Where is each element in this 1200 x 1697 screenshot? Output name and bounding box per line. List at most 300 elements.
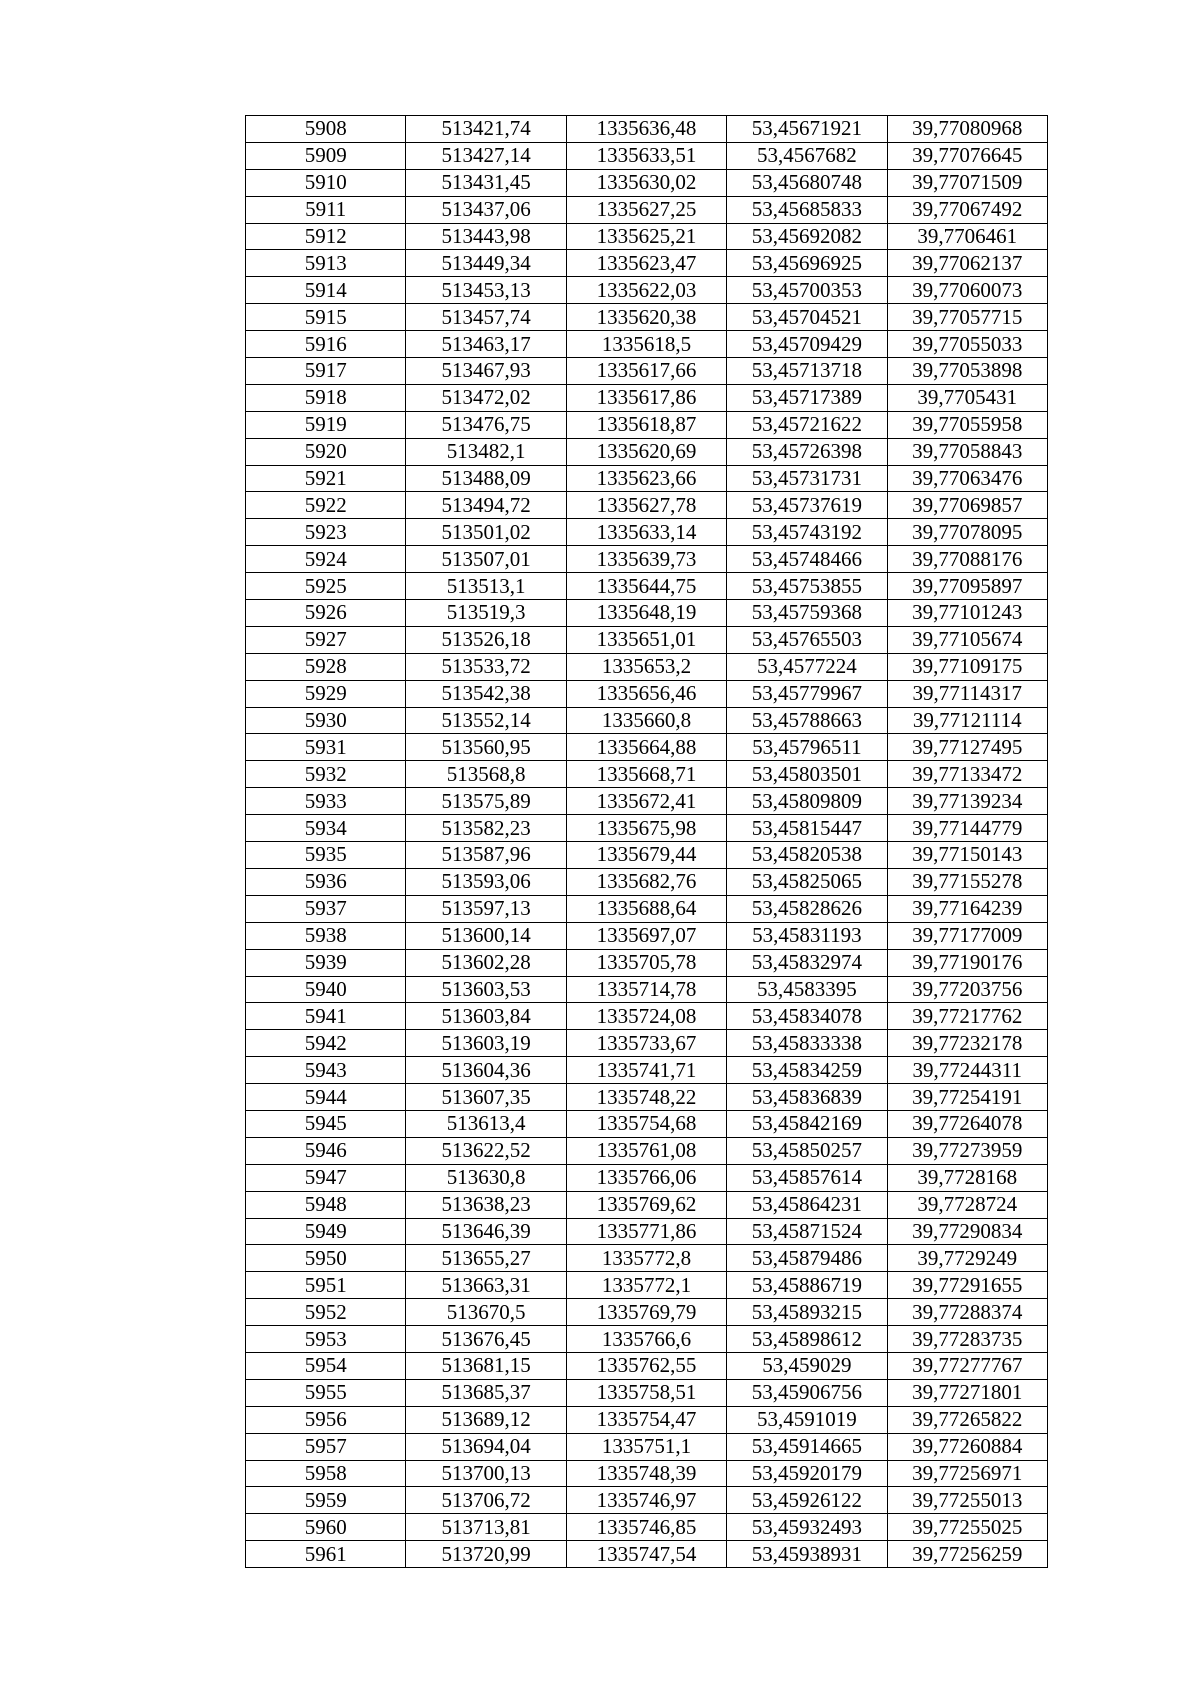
longitude-cell: 39,77164239 [887,895,1047,922]
point-number-cell: 5945 [246,1110,406,1137]
latitude-cell: 53,45696925 [727,250,887,277]
longitude-cell: 39,77055958 [887,411,1047,438]
point-number-cell: 5913 [246,250,406,277]
y-coordinate-cell: 1335705,78 [566,949,726,976]
latitude-cell: 53,45700353 [727,277,887,304]
longitude-cell: 39,77105674 [887,626,1047,653]
table-row [246,304,1048,331]
y-coordinate-cell: 1335748,22 [566,1084,726,1111]
x-coordinate-cell: 513449,34 [406,250,566,277]
x-coordinate-cell: 513463,17 [406,331,566,358]
x-coordinate-cell: 513431,45 [406,169,566,196]
x-coordinate-cell: 513603,53 [406,976,566,1003]
point-number-cell: 5914 [246,277,406,304]
latitude-cell: 53,45828626 [727,895,887,922]
point-number-cell: 5927 [246,626,406,653]
longitude-cell: 39,77101243 [887,600,1047,627]
table-row [246,1030,1048,1057]
point-number-cell: 5954 [246,1352,406,1379]
x-coordinate-cell: 513720,99 [406,1541,566,1568]
x-coordinate-cell: 513519,3 [406,600,566,627]
table-row [246,1299,1048,1326]
longitude-cell: 39,77080968 [887,116,1047,143]
point-number-cell: 5928 [246,653,406,680]
longitude-cell: 39,77062137 [887,250,1047,277]
latitude-cell: 53,45834259 [727,1057,887,1084]
latitude-cell: 53,45726398 [727,438,887,465]
table-row [246,734,1048,761]
x-coordinate-cell: 513604,36 [406,1057,566,1084]
y-coordinate-cell: 1335668,71 [566,761,726,788]
x-coordinate-cell: 513655,27 [406,1245,566,1272]
latitude-cell: 53,45713718 [727,358,887,385]
longitude-cell: 39,77144779 [887,815,1047,842]
longitude-cell: 39,77290834 [887,1218,1047,1245]
table-row [246,1191,1048,1218]
x-coordinate-cell: 513681,15 [406,1352,566,1379]
y-coordinate-cell: 1335618,5 [566,331,726,358]
longitude-cell: 39,7729249 [887,1245,1047,1272]
y-coordinate-cell: 1335623,47 [566,250,726,277]
latitude-cell: 53,45704521 [727,304,887,331]
latitude-cell: 53,4567682 [727,142,887,169]
y-coordinate-cell: 1335714,78 [566,976,726,1003]
x-coordinate-cell: 513694,04 [406,1433,566,1460]
point-number-cell: 5919 [246,411,406,438]
latitude-cell: 53,45893215 [727,1299,887,1326]
longitude-cell: 39,77057715 [887,304,1047,331]
longitude-cell: 39,7706461 [887,223,1047,250]
point-number-cell: 5931 [246,734,406,761]
y-coordinate-cell: 1335762,55 [566,1352,726,1379]
longitude-cell: 39,77277767 [887,1352,1047,1379]
x-coordinate-cell: 513603,19 [406,1030,566,1057]
point-number-cell: 5953 [246,1326,406,1353]
x-coordinate-cell: 513646,39 [406,1218,566,1245]
latitude-cell: 53,45886719 [727,1272,887,1299]
y-coordinate-cell: 1335769,79 [566,1299,726,1326]
longitude-cell: 39,77255013 [887,1487,1047,1514]
table-row [246,546,1048,573]
x-coordinate-cell: 513603,84 [406,1003,566,1030]
y-coordinate-cell: 1335746,97 [566,1487,726,1514]
table-row [246,761,1048,788]
longitude-cell: 39,77076645 [887,142,1047,169]
latitude-cell: 53,45871524 [727,1218,887,1245]
point-number-cell: 5960 [246,1514,406,1541]
x-coordinate-cell: 513670,5 [406,1299,566,1326]
point-number-cell: 5938 [246,922,406,949]
x-coordinate-cell: 513593,06 [406,868,566,895]
longitude-cell: 39,77190176 [887,949,1047,976]
latitude-cell: 53,45731731 [727,465,887,492]
point-number-cell: 5933 [246,788,406,815]
y-coordinate-cell: 1335733,67 [566,1030,726,1057]
point-number-cell: 5949 [246,1218,406,1245]
longitude-cell: 39,77150143 [887,842,1047,869]
x-coordinate-cell: 513488,09 [406,465,566,492]
longitude-cell: 39,77254191 [887,1084,1047,1111]
y-coordinate-cell: 1335644,75 [566,573,726,600]
longitude-cell: 39,77260884 [887,1433,1047,1460]
longitude-cell: 39,77265822 [887,1406,1047,1433]
latitude-cell: 53,459029 [727,1352,887,1379]
point-number-cell: 5946 [246,1137,406,1164]
longitude-cell: 39,77217762 [887,1003,1047,1030]
point-number-cell: 5918 [246,384,406,411]
longitude-cell: 39,77177009 [887,922,1047,949]
table-row [246,169,1048,196]
table-row [246,1487,1048,1514]
latitude-cell: 53,45685833 [727,196,887,223]
point-number-cell: 5926 [246,600,406,627]
table-row [246,250,1048,277]
latitude-cell: 53,45796511 [727,734,887,761]
longitude-cell: 39,77078095 [887,519,1047,546]
point-number-cell: 5955 [246,1379,406,1406]
table-row [246,922,1048,949]
y-coordinate-cell: 1335630,02 [566,169,726,196]
point-number-cell: 5940 [246,976,406,1003]
table-row [246,868,1048,895]
table-row [246,1110,1048,1137]
y-coordinate-cell: 1335660,8 [566,707,726,734]
longitude-cell: 39,77060073 [887,277,1047,304]
table-row [246,707,1048,734]
point-number-cell: 5957 [246,1433,406,1460]
longitude-cell: 39,77203756 [887,976,1047,1003]
x-coordinate-cell: 513663,31 [406,1272,566,1299]
x-coordinate-cell: 513552,14 [406,707,566,734]
y-coordinate-cell: 1335627,25 [566,196,726,223]
point-number-cell: 5948 [246,1191,406,1218]
table-row [246,411,1048,438]
x-coordinate-cell: 513613,4 [406,1110,566,1137]
point-number-cell: 5908 [246,116,406,143]
y-coordinate-cell: 1335675,98 [566,815,726,842]
point-number-cell: 5950 [246,1245,406,1272]
longitude-cell: 39,7728724 [887,1191,1047,1218]
table-row [246,519,1048,546]
x-coordinate-cell: 513689,12 [406,1406,566,1433]
x-coordinate-cell: 513476,75 [406,411,566,438]
table-row [246,1406,1048,1433]
x-coordinate-cell: 513494,72 [406,492,566,519]
y-coordinate-cell: 1335751,1 [566,1433,726,1460]
latitude-cell: 53,45857614 [727,1164,887,1191]
table-row [246,1514,1048,1541]
latitude-cell: 53,45753855 [727,573,887,600]
longitude-cell: 39,77063476 [887,465,1047,492]
latitude-cell: 53,45788663 [727,707,887,734]
point-number-cell: 5924 [246,546,406,573]
point-number-cell: 5947 [246,1164,406,1191]
point-number-cell: 5958 [246,1460,406,1487]
table-row [246,492,1048,519]
point-number-cell: 5936 [246,868,406,895]
point-number-cell: 5942 [246,1030,406,1057]
longitude-cell: 39,7705431 [887,384,1047,411]
point-number-cell: 5909 [246,142,406,169]
table-row [246,653,1048,680]
table-row [246,1460,1048,1487]
y-coordinate-cell: 1335766,6 [566,1326,726,1353]
y-coordinate-cell: 1335633,51 [566,142,726,169]
table-row [246,438,1048,465]
y-coordinate-cell: 1335688,64 [566,895,726,922]
latitude-cell: 53,45926122 [727,1487,887,1514]
y-coordinate-cell: 1335772,8 [566,1245,726,1272]
x-coordinate-cell: 513457,74 [406,304,566,331]
x-coordinate-cell: 513526,18 [406,626,566,653]
latitude-cell: 53,45920179 [727,1460,887,1487]
x-coordinate-cell: 513542,38 [406,680,566,707]
point-number-cell: 5920 [246,438,406,465]
longitude-cell: 39,77271801 [887,1379,1047,1406]
latitude-cell: 53,45709429 [727,331,887,358]
latitude-cell: 53,45820538 [727,842,887,869]
y-coordinate-cell: 1335625,21 [566,223,726,250]
latitude-cell: 53,45914665 [727,1433,887,1460]
x-coordinate-cell: 513685,37 [406,1379,566,1406]
x-coordinate-cell: 513713,81 [406,1514,566,1541]
x-coordinate-cell: 513630,8 [406,1164,566,1191]
latitude-cell: 53,45932493 [727,1514,887,1541]
table-row [246,1352,1048,1379]
x-coordinate-cell: 513482,1 [406,438,566,465]
x-coordinate-cell: 513507,01 [406,546,566,573]
latitude-cell: 53,45879486 [727,1245,887,1272]
point-number-cell: 5932 [246,761,406,788]
table-row [246,1137,1048,1164]
point-number-cell: 5944 [246,1084,406,1111]
longitude-cell: 39,7728168 [887,1164,1047,1191]
latitude-cell: 53,45836839 [727,1084,887,1111]
table-row [246,573,1048,600]
x-coordinate-cell: 513533,72 [406,653,566,680]
table-row [246,116,1048,143]
x-coordinate-cell: 513501,02 [406,519,566,546]
longitude-cell: 39,77273959 [887,1137,1047,1164]
x-coordinate-cell: 513597,13 [406,895,566,922]
latitude-cell: 53,4583395 [727,976,887,1003]
latitude-cell: 53,45692082 [727,223,887,250]
longitude-cell: 39,77121114 [887,707,1047,734]
point-number-cell: 5959 [246,1487,406,1514]
latitude-cell: 53,45833338 [727,1030,887,1057]
point-number-cell: 5922 [246,492,406,519]
table-row [246,1433,1048,1460]
y-coordinate-cell: 1335633,14 [566,519,726,546]
x-coordinate-cell: 513587,96 [406,842,566,869]
longitude-cell: 39,77067492 [887,196,1047,223]
latitude-cell: 53,45842169 [727,1110,887,1137]
y-coordinate-cell: 1335672,41 [566,788,726,815]
latitude-cell: 53,45825065 [727,868,887,895]
point-number-cell: 5935 [246,842,406,869]
y-coordinate-cell: 1335741,71 [566,1057,726,1084]
x-coordinate-cell: 513706,72 [406,1487,566,1514]
table-row [246,1272,1048,1299]
table-row [246,1245,1048,1272]
y-coordinate-cell: 1335627,78 [566,492,726,519]
point-number-cell: 5917 [246,358,406,385]
table-row [246,976,1048,1003]
y-coordinate-cell: 1335747,54 [566,1541,726,1568]
longitude-cell: 39,77095897 [887,573,1047,600]
x-coordinate-cell: 513602,28 [406,949,566,976]
y-coordinate-cell: 1335758,51 [566,1379,726,1406]
y-coordinate-cell: 1335724,08 [566,1003,726,1030]
table-row [246,1164,1048,1191]
y-coordinate-cell: 1335682,76 [566,868,726,895]
point-number-cell: 5915 [246,304,406,331]
x-coordinate-cell: 513568,8 [406,761,566,788]
y-coordinate-cell: 1335656,46 [566,680,726,707]
y-coordinate-cell: 1335769,62 [566,1191,726,1218]
latitude-cell: 53,45717389 [727,384,887,411]
x-coordinate-cell: 513560,95 [406,734,566,761]
latitude-cell: 53,45680748 [727,169,887,196]
longitude-cell: 39,77139234 [887,788,1047,815]
table-row [246,358,1048,385]
point-number-cell: 5939 [246,949,406,976]
x-coordinate-cell: 513700,13 [406,1460,566,1487]
latitude-cell: 53,45765503 [727,626,887,653]
y-coordinate-cell: 1335748,39 [566,1460,726,1487]
latitude-cell: 53,45864231 [727,1191,887,1218]
table-row [246,1218,1048,1245]
latitude-cell: 53,45898612 [727,1326,887,1353]
x-coordinate-cell: 513600,14 [406,922,566,949]
table-row [246,600,1048,627]
y-coordinate-cell: 1335754,47 [566,1406,726,1433]
latitude-cell: 53,45759368 [727,600,887,627]
latitude-cell: 53,45748466 [727,546,887,573]
y-coordinate-cell: 1335623,66 [566,465,726,492]
table-row [246,1541,1048,1568]
table-row [246,1057,1048,1084]
point-number-cell: 5941 [246,1003,406,1030]
latitude-cell: 53,45815447 [727,815,887,842]
longitude-cell: 39,77255025 [887,1514,1047,1541]
x-coordinate-cell: 513437,06 [406,196,566,223]
x-coordinate-cell: 513582,23 [406,815,566,842]
latitude-cell: 53,45671921 [727,116,887,143]
longitude-cell: 39,77053898 [887,358,1047,385]
y-coordinate-cell: 1335648,19 [566,600,726,627]
longitude-cell: 39,77088176 [887,546,1047,573]
point-number-cell: 5934 [246,815,406,842]
x-coordinate-cell: 513427,14 [406,142,566,169]
y-coordinate-cell: 1335617,86 [566,384,726,411]
table-row [246,384,1048,411]
latitude-cell: 53,45737619 [727,492,887,519]
point-number-cell: 5961 [246,1541,406,1568]
point-number-cell: 5937 [246,895,406,922]
x-coordinate-cell: 513676,45 [406,1326,566,1353]
longitude-cell: 39,77109175 [887,653,1047,680]
point-number-cell: 5916 [246,331,406,358]
longitude-cell: 39,77291655 [887,1272,1047,1299]
latitude-cell: 53,45832974 [727,949,887,976]
x-coordinate-cell: 513622,52 [406,1137,566,1164]
table-row [246,626,1048,653]
y-coordinate-cell: 1335771,86 [566,1218,726,1245]
latitude-cell: 53,45809809 [727,788,887,815]
x-coordinate-cell: 513472,02 [406,384,566,411]
y-coordinate-cell: 1335653,2 [566,653,726,680]
coordinates-table [245,115,1048,1568]
longitude-cell: 39,77288374 [887,1299,1047,1326]
longitude-cell: 39,77058843 [887,438,1047,465]
table-row [246,1084,1048,1111]
point-number-cell: 5912 [246,223,406,250]
x-coordinate-cell: 513467,93 [406,358,566,385]
y-coordinate-cell: 1335679,44 [566,842,726,869]
longitude-cell: 39,77244311 [887,1057,1047,1084]
y-coordinate-cell: 1335651,01 [566,626,726,653]
point-number-cell: 5952 [246,1299,406,1326]
point-number-cell: 5921 [246,465,406,492]
longitude-cell: 39,77256971 [887,1460,1047,1487]
longitude-cell: 39,77256259 [887,1541,1047,1568]
table-row [246,1003,1048,1030]
longitude-cell: 39,77069857 [887,492,1047,519]
point-number-cell: 5910 [246,169,406,196]
y-coordinate-cell: 1335772,1 [566,1272,726,1299]
longitude-cell: 39,77127495 [887,734,1047,761]
point-number-cell: 5929 [246,680,406,707]
y-coordinate-cell: 1335639,73 [566,546,726,573]
point-number-cell: 5943 [246,1057,406,1084]
x-coordinate-cell: 513638,23 [406,1191,566,1218]
y-coordinate-cell: 1335697,07 [566,922,726,949]
latitude-cell: 53,45850257 [727,1137,887,1164]
longitude-cell: 39,77071509 [887,169,1047,196]
y-coordinate-cell: 1335746,85 [566,1514,726,1541]
table-row [246,1379,1048,1406]
y-coordinate-cell: 1335766,06 [566,1164,726,1191]
y-coordinate-cell: 1335620,38 [566,304,726,331]
x-coordinate-cell: 513421,74 [406,116,566,143]
y-coordinate-cell: 1335622,03 [566,277,726,304]
table-row [246,842,1048,869]
table-row [246,465,1048,492]
longitude-cell: 39,77133472 [887,761,1047,788]
x-coordinate-cell: 513607,35 [406,1084,566,1111]
y-coordinate-cell: 1335754,68 [566,1110,726,1137]
x-coordinate-cell: 513453,13 [406,277,566,304]
y-coordinate-cell: 1335664,88 [566,734,726,761]
table-row [246,949,1048,976]
latitude-cell: 53,4591019 [727,1406,887,1433]
point-number-cell: 5923 [246,519,406,546]
y-coordinate-cell: 1335618,87 [566,411,726,438]
latitude-cell: 53,45779967 [727,680,887,707]
table-row [246,331,1048,358]
point-number-cell: 5930 [246,707,406,734]
latitude-cell: 53,45743192 [727,519,887,546]
y-coordinate-cell: 1335617,66 [566,358,726,385]
latitude-cell: 53,4577224 [727,653,887,680]
point-number-cell: 5956 [246,1406,406,1433]
table-row [246,142,1048,169]
longitude-cell: 39,77264078 [887,1110,1047,1137]
point-number-cell: 5911 [246,196,406,223]
y-coordinate-cell: 1335761,08 [566,1137,726,1164]
coordinates-table-body [246,116,1048,1568]
